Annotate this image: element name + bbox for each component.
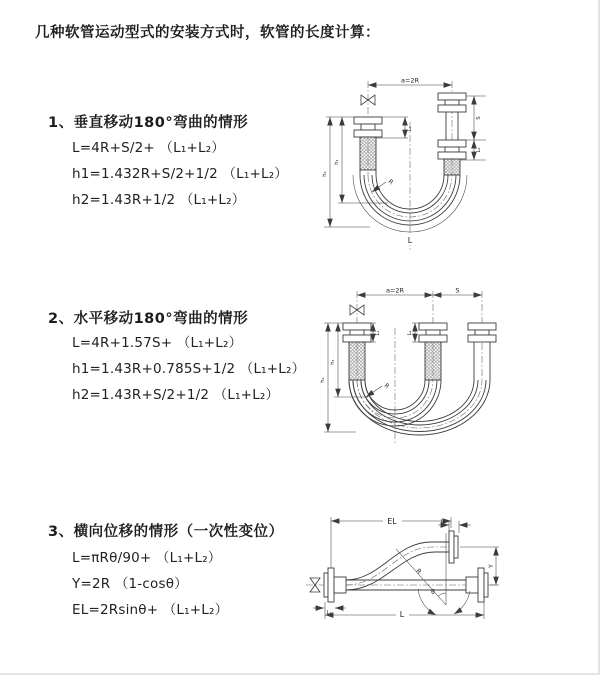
dim-label-l2: L₂	[476, 147, 482, 153]
page-title: 几种软管运动型式的安装方式时，软管的长度计算：	[35, 25, 380, 41]
figure-lateral-displacement	[300, 505, 600, 645]
dim-label-a2r: a=2R	[400, 76, 420, 85]
dim-label-h1: h₁	[330, 359, 336, 365]
dim-label-r: R	[414, 567, 423, 576]
dim-label-l1: L₁	[326, 610, 332, 616]
formula-1-h1: h1=1.432R+S/2+1/2 （L₁+L₂）	[72, 166, 289, 182]
dim-label-a2r: a=2R	[385, 286, 405, 295]
dim-label-h2: h₂	[320, 377, 326, 383]
dim-label-s: S	[455, 286, 460, 295]
dim-label-l1: L₁	[375, 330, 381, 336]
braided-hose	[349, 342, 365, 380]
formula-3-EL: EL=2Rsinθ+ （L₁+L₂）	[72, 602, 229, 618]
section-3-heading: 3、横向位移的情形（一次性变位）	[48, 524, 284, 540]
dim-label-s: S	[476, 116, 482, 120]
left-pipe-assembly	[343, 323, 371, 380]
dim-label-r: R	[386, 178, 395, 187]
formula-2-h1: h1=1.43R+0.785S+1/2 （L₁+L₂）	[72, 361, 306, 377]
braided-hose	[425, 342, 441, 380]
dim-label-l2: L₂	[440, 519, 446, 525]
figure-vertical-180-bend	[310, 70, 590, 260]
u-bend-hose-displaced	[349, 380, 490, 435]
dim-label-y: Y	[488, 564, 495, 568]
left-flange-assembly	[324, 568, 346, 602]
braided-hose	[444, 159, 460, 175]
figure-horizontal-180-bend	[310, 280, 590, 470]
dim-label-h2: h₂	[322, 171, 328, 177]
formula-3-Y: Y=2R （1-cosθ）	[72, 576, 188, 592]
vertical-180-bend-diagram	[310, 70, 590, 260]
middle-pipe-assembly	[419, 323, 447, 380]
section-1-heading: 1、垂直移动180°弯曲的情形	[48, 115, 249, 131]
dimensions	[322, 77, 486, 246]
formula-2-L: L=4R+1.57S+ （L₁+L₂）	[72, 335, 243, 351]
angle-construction	[396, 533, 470, 615]
dim-label-el: EL	[387, 517, 397, 526]
left-pipe-assembly	[354, 117, 382, 170]
dim-label-h1: h₁	[334, 159, 340, 165]
dimensions	[313, 515, 499, 619]
dim-label-l: L	[407, 236, 413, 245]
dim-label-r: R	[382, 382, 391, 391]
formula-3-L: L=πRθ/90+ （L₁+L₂）	[72, 550, 222, 566]
dimensions	[320, 287, 482, 433]
dim-label-l2: L₂	[407, 330, 413, 336]
displaced-hose-s-curve	[346, 531, 458, 590]
dim-label-l: L	[399, 610, 405, 619]
horizontal-180-bend-diagram	[310, 280, 590, 470]
section-2-heading: 2、水平移动180°弯曲的情形	[48, 311, 249, 327]
formula-1-L: L=4R+S/2+ （L₁+L₂）	[72, 140, 226, 156]
lateral-displacement-diagram	[300, 505, 600, 645]
braided-hose	[360, 137, 376, 170]
formula-2-h2: h2=1.43R+S/2+1/2 （L₁+L₂）	[72, 387, 280, 403]
formula-1-h2: h2=1.43R+1/2 （L₁+L₂）	[72, 192, 246, 208]
dim-label-l1: L₁	[407, 126, 413, 132]
dim-label-theta: θ	[431, 589, 435, 596]
